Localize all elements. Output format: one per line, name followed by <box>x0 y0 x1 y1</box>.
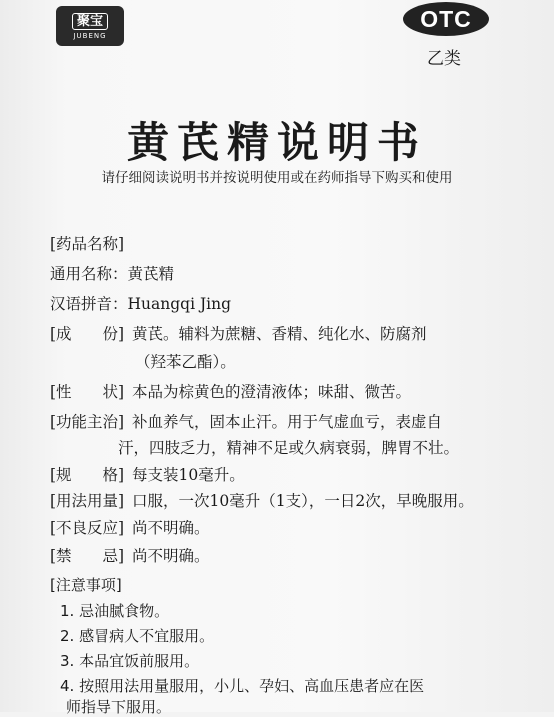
precautions-heading: [注意事项] <box>50 576 122 594</box>
field-value: 每支装10毫升。 <box>132 466 245 484</box>
field-specification <box>50 463 245 485</box>
field-label: [成 份] <box>50 325 125 343</box>
brand-logo-text: JUBENG <box>73 31 107 40</box>
field-generic-name <box>50 262 174 284</box>
section-drug-name <box>50 232 124 254</box>
field-label: [规 格] <box>50 466 125 484</box>
field-appearance <box>50 380 411 402</box>
section-label: [药品名称] <box>50 235 125 253</box>
otc-badge: OTC <box>403 2 489 36</box>
precaution-item: 4. 按照用法用量服用，小儿、孕妇、高血压患者应在医 <box>60 677 425 695</box>
precaution-item: 2. 感冒病人不宜服用。 <box>60 627 215 645</box>
field-value: 本品为棕黄色的澄清液体；味甜、微苦。 <box>132 383 412 401</box>
field-value: Huangqi Jing <box>127 295 232 313</box>
field-value: 口服，一次10毫升（1支），一日2次，早晚服用。 <box>132 492 474 510</box>
field-contraindications <box>50 544 210 566</box>
field-value: 尚不明确。 <box>132 547 210 565</box>
field-label: [禁 忌] <box>50 547 125 565</box>
field-label: [性 状] <box>50 383 125 401</box>
field-label: [不良反应] <box>50 519 125 537</box>
field-label: [功能主治] <box>50 413 125 431</box>
document-title: 黄芪精说明书 <box>126 118 427 167</box>
precaution-item-continued: 师指导下服用。 <box>66 698 172 716</box>
brand-logo-mark: 聚宝 <box>72 13 108 30</box>
field-value-continued: 汗，四肢乏力，精神不足或久病衰弱，脾胃不壮。 <box>118 439 460 457</box>
field-indications <box>50 410 442 432</box>
field-value-continued: （羟苯乙酯）。 <box>135 353 236 371</box>
field-value: 补血养气，固本止汗。用于气虚血亏，表虚自 <box>132 413 443 431</box>
field-ingredients <box>50 322 427 344</box>
field-value: 黄芪精 <box>127 265 175 283</box>
field-value: 黄芪。辅料为蔗糖、香精、纯化水、防腐剂 <box>132 325 427 343</box>
field-label: 汉语拼音： <box>50 295 128 313</box>
field-adverse-reactions <box>50 516 210 538</box>
field-dosage <box>50 489 474 511</box>
otc-category: 乙类 <box>427 49 461 69</box>
field-pinyin <box>50 292 231 314</box>
field-label: 通用名称： <box>50 265 128 283</box>
precaution-item: 1. 忌油腻食物。 <box>60 602 170 620</box>
brand-logo <box>56 6 124 46</box>
reading-notice: 请仔细阅读说明书并按说明使用或在药师指导下购买和使用 <box>101 170 453 186</box>
precaution-item: 3. 本品宜饭前服用。 <box>60 652 200 670</box>
field-value: 尚不明确。 <box>132 519 210 537</box>
field-label: [用法用量] <box>50 492 125 510</box>
